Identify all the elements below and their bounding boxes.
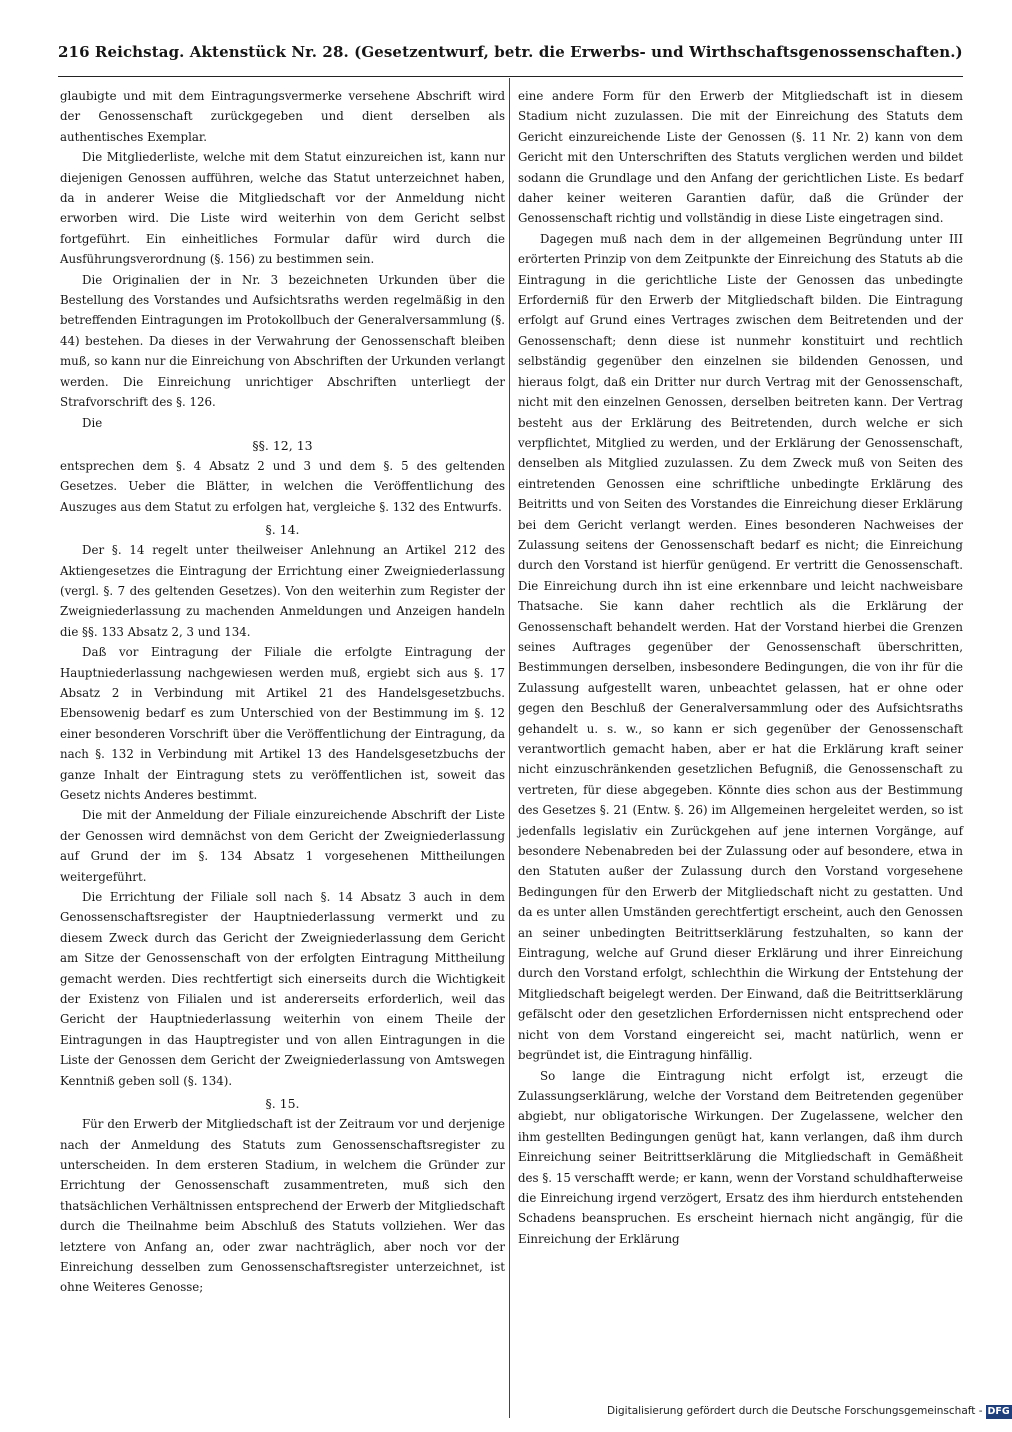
left-column xyxy=(60,86,505,1298)
paragraph: glaubigte und mit dem Eintragungsvermerke versehene Abschrift wird der Genossenschaft zurückgegeben und dient derselben als authentisches Exemplar. xyxy=(60,89,505,144)
paragraph: So lange die Eintragung nicht erfolgt ist, erzeugt die Zulassungserklärung, welche der Vorstand dem Beitretenden gegenüber abgiebt, nur obligatorische Wirkungen. Der Zugelassene, welcher den ihm gestellten Bedingungen genügt hat, kann verlangen, daß ihm durch Einreichung seiner Beitrittserklärung die Mitgliedschaft in Gemäßheit des §. 15 verschafft werde; er kann, wenn der Vorstand schuldhafterweise die Einreichung irgend verzögert, Ersatz des ihm hierdurch entstehenden Schadens beanspruchen. Es erscheint hiernach nicht angängig, für die Einreichung der Erklärung xyxy=(518,1068,963,1246)
paragraph: Die xyxy=(82,415,103,430)
section-heading: §§. 12, 13 xyxy=(252,437,313,453)
header-rule xyxy=(58,76,963,77)
paragraph: entsprechen dem §. 4 Absatz 2 und 3 und dem §. 5 des geltenden Gesetzes. Ueber die Blätter, in welchen die Veröffentlichung des Auszuges aus dem Statut zu erfolgen hat, vergleiche §. 132 des Entwurfs. xyxy=(60,458,505,514)
paragraph: eine andere Form für den Erwerb der Mitgliedschaft ist in diesem Stadium nicht zuzulassen. Die mit der Einreichung des Statuts dem Gericht einzureichende Liste der Genossen (§. 11 Nr. 2) kann von dem Gericht mit den Unterschriften des Statuts verglichen werden und bildet sodann die Grundlage und den Anfang der gerichtlichen Liste. Es bedarf daher keiner weiteren Garantien dafür, daß die Gründer der Genossenschaft richtig und vollständig in diese Liste eingetragen sind. xyxy=(518,89,963,226)
paragraph: Die Mitgliederliste, welche mit dem Statut einzureichen ist, kann nur diejenigen Genossen aufführen, welche das Statut unterzeichnet haben, da in anderer Weise die Mitgliedschaft vor der Anmeldung nicht erworben wird. Die Liste wird weiterhin von dem Gericht selbst fortgeführt. Ein einheitliches Formular dafür wird durch die Ausführungsverordnung (§. 156) zu bestimmen sein. xyxy=(60,150,505,267)
dfg-logo: DFG xyxy=(987,1406,1010,1417)
column-divider xyxy=(509,78,510,1418)
digitization-footer xyxy=(607,1404,1010,1419)
paragraph: Für den Erwerb der Mitgliedschaft ist der Zeitraum vor und derjenige nach der Anmeldung des Statuts zum Genossenschaftsregister zu unterscheiden. In dem ersteren Stadium, in welchem die Gründer zur Errichtung der Genossenschaft zusammentreten, muß sich den thatsächlichen Verhältnissen entsprechend der Erwerb der Mitgliedschaft durch die Theilnahme beim Abschluß des Statuts vollziehen. Wer das letztere von Anfang an, oder zwar nachträglich, aber noch vor der Einreichung desselben zum Genossenschaftsregister unterzeichnet, ist ohne Weiteres Genosse; xyxy=(60,1117,505,1295)
paragraph: Die Originalien der in Nr. 3 bezeichneten Urkunden über die Bestellung des Vorstandes und Aufsichtsraths werden regelmäßig in den betreffenden Eintragungen im Protokollbuch der Generalversammlung (§. 44) bestehen. Da dieses in der Verwahrung der Genossenschaft bleiben muß, so kann nur die Einreichung von Abschriften der Urkunden verlangt werden. Die Einreichung unrichtiger Abschriften unterliegt der Strafvorschrift des §. 126. xyxy=(60,272,505,410)
section-heading: §. 15. xyxy=(265,1096,300,1112)
footer-text: Digitalisierung gefördert durch die Deutsche Forschungsgemeinschaft - xyxy=(607,1405,983,1417)
right-column xyxy=(518,86,963,1249)
page-header: 216 Reichstag. Aktenstück Nr. 28. (Gesetzentwurf, betr. die Erwerbs- und Wirthschaftsgenossenschaften.) xyxy=(58,43,963,61)
paragraph: Die mit der Anmeldung der Filiale einzureichende Abschrift der Liste der Genossen wird demnächst von dem Gericht der Zweigniederlassung auf Grund der im §. 134 Absatz 1 vorgesehenen Mittheilungen weitergeführt. xyxy=(60,808,505,884)
paragraph: Der §. 14 regelt unter theilweiser Anlehnung an Artikel 212 des Aktiengesetzes die Eintragung der Errichtung einer Zweigniederlassung (vergl. §. 7 des geltenden Gesetzes). Von den weiterhin zum Register der Zweigniederlassung zu machenden Anmeldungen und Anzeigen handeln die §§. 133 Absatz 2, 3 und 134. xyxy=(60,543,505,639)
paragraph: Daß vor Eintragung der Filiale die erfolgte Eintragung der Hauptniederlassung nachgewiesen werden muß, ergiebt sich aus §. 17 Absatz 2 in Verbindung mit Artikel 21 des Handelsgesetzbuchs. Ebensowenig bedarf es zum Unterschied von der Bestimmung im §. 12 einer besonderen Vorschrift über die Veröffentlichung der Eintragung, da nach §. 132 in Verbindung mit Artikel 13 des Handelsgesetzbuchs der ganze Inhalt der Eintragung stets zu veröffentlichen ist, soweit das Gesetz nichts Anderes bestimmt. xyxy=(60,645,505,802)
paragraph: Die Errichtung der Filiale soll nach §. 14 Absatz 3 auch in dem Genossenschaftsregister der Hauptniederlassung vermerkt und zu diesem Zweck durch das Gericht der Zweigniederlassung dem Gericht am Sitze der Genossenschaft von der erfolgten Eintragung Mittheilung gemacht werden. Dies rechtfertigt sich einerseits durch die Wichtigkeit der Existenz von Filialen und ist andererseits erforderlich, weil das Gericht der Hauptniederlassung weiterhin von einem Theile der Eintragungen in das Hauptregister und von allen Eintragungen in die Liste der Genossen dem Gericht der Zweigniederlassung von Amtswegen Kenntniß geben soll (§. 134). xyxy=(60,890,505,1088)
paragraph: Dagegen muß nach dem in der allgemeinen Begründung unter III erörterten Prinzip von dem Zeitpunkte der Einreichung des Statuts ab die Eintragung in die gerichtliche Liste der Genossen das unbedingte Erforderniß für den Erwerb der Mitgliedschaft bilden. Die Eintragung erfolgt auf Grund eines Vertrages zwischen dem Beitretenden und der Genossenschaft; denn diese ist nunmehr konstituirt und rechtlich selbständig gegenüber den einzelnen sie bildenden Genossen, und hieraus folgt, daß ein Dritter nur durch Vertrag mit der Genossenschaft, nicht mit den einzelnen Genossen, derselben beitreten kann. Der Vertrag besteht aus der Erklärung des Beitretenden, durch welche er sich verpflichtet, Mitglied zu werden, und der Erklärung der Genossenschaft, denselben als Mitglied zuzulassen. Zu dem Zweck muß von Seiten des eintretenden Genossen eine schriftliche unbedingte Erklärung des Beitritts und von Seiten des Vorstandes die Einreichung dieser Erklärung bei dem Gericht verlangt werden. Eines besonderen Nachweises der Zulassung seitens der Genossenschaft bedarf es nicht; die Einreichung durch den Vorstand ist hierfür genügend. Er vertritt die Genossenschaft. Die Einreichung durch ihn ist eine erkennbare und leicht nachweisbare Thatsache. Sie kann daher rechtlich als die Erklärung der Genossenschaft behandelt werden. Hat der Vorstand hierbei die Grenzen seines Auftrages gegenüber der Genossenschaft überschritten, Bestimmungen derselben, insbesondere Bedingungen, die von ihr für die Zulassung aufgestellt waren, unbeachtet gelassen, hat er ohne oder gegen den Beschluß der Generalversammlung oder des Aufsichtsraths gehandelt u. s. w., so kann er sich gegenüber der Genossenschaft verantwortlich gemacht haben, aber er hat die Erklärung kraft seiner nicht einzuschränkenden gesetzlichen Befugniß, die Genossenschaft zu vertreten, für diese abgegeben. Könnte dies schon aus der Bestimmung des Gesetzes §. 21 (Entw. §. 26) im Allgemeinen hergeleitet werden, so ist jedenfalls legislativ ein Zurückgehen auf jene internen Vorgänge, auf besondere Nebenabreden bei der Zulassung oder auf besondere, etwa in den Statuten außer der Zulassung durch den Vorstand vorgesehene Bedingungen für den Erwerb der Mitgliedschaft nicht zu gestatten. Und da es unter allen Umständen gerechtfertigt erscheint, auch den Genossen an seiner unbedingten Beitrittserklärung festzuhalten, so kann der Eintragung, welche auf Grund dieser Erklärung und ihrer Einreichung durch den Vorstand erfolgt, schlechthin die Wirkung der Entstehung der Mitgliedschaft beigelegt werden. Der Einwand, daß die Beitrittserklärung gefälscht oder den gesetzlichen Erfordernissen nicht entsprechend oder nicht von dem Vorstand eingereicht sei, macht natürlich, wenn er begründet ist, die Eintragung hinfällig. xyxy=(518,231,963,1063)
section-heading: §. 14. xyxy=(265,522,300,538)
